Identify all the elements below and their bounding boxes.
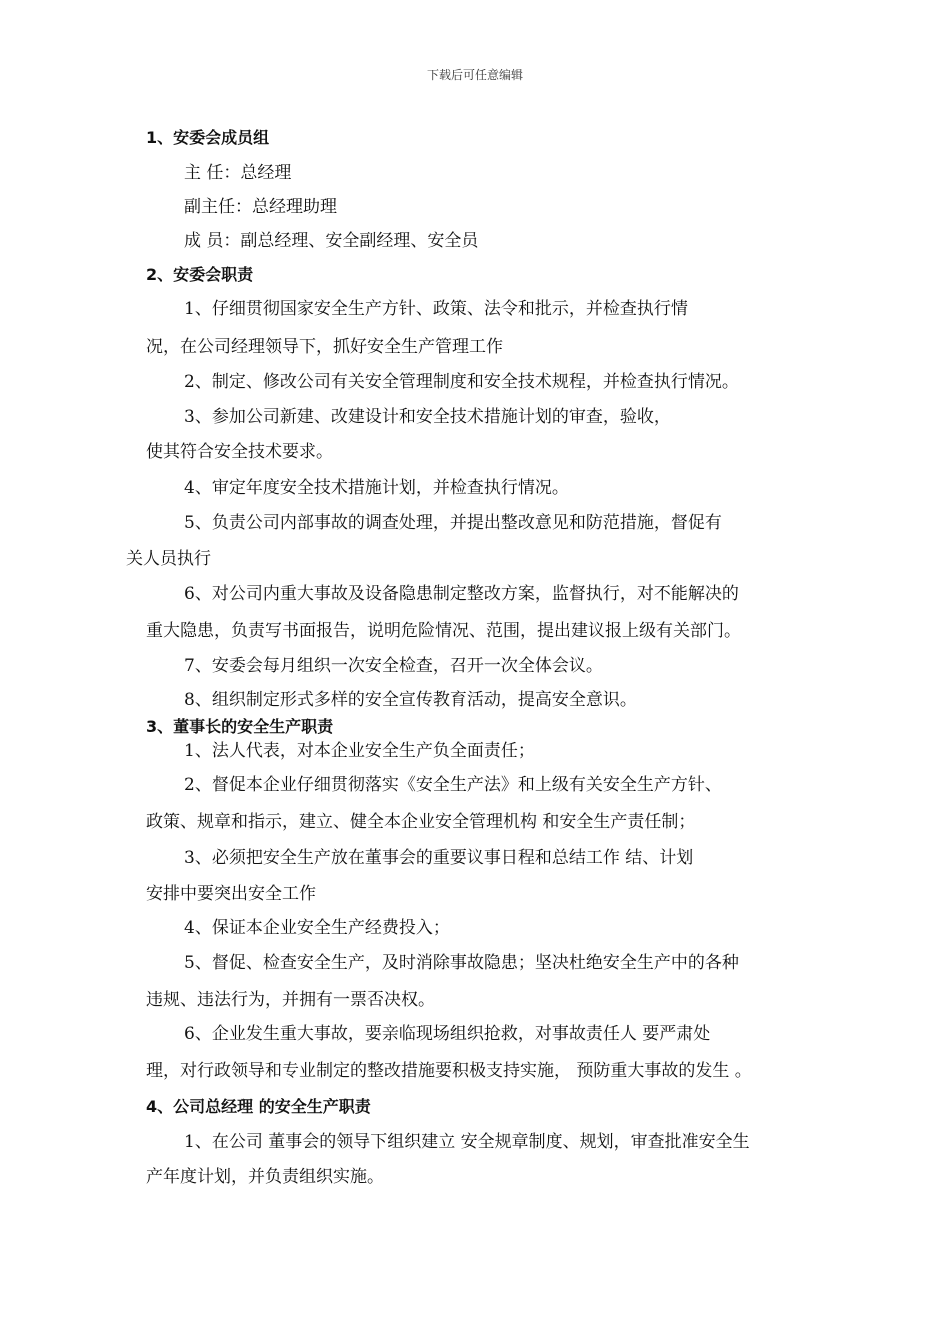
paragraph-line: 5、督促、检查安全生产，及时消除事故隐患；坚决杜绝安全生产中的各种 <box>184 953 739 973</box>
list-item: 成 员：副总经理、安全副经理、安全员 <box>184 231 479 251</box>
paragraph-line: 8、组织制定形式多样的安全宣传教育活动，提高安全意识。 <box>184 690 637 710</box>
paragraph-line: 重大隐患，负责写书面报告，说明危险情况、范围，提出建议报上级有关部门。 <box>146 621 741 641</box>
paragraph-line: 3、必须把安全生产放在董事会的重要议事日程和总结工作 结、计划 <box>184 848 694 868</box>
paragraph-line: 关人员执行 <box>126 549 211 569</box>
paragraph-line: 4、保证本企业安全生产经费投入； <box>184 918 450 938</box>
paragraph-line: 6、企业发生重大事故，要亲临现场组织抢救，对事故责任人 要严肃处 <box>184 1024 711 1044</box>
paragraph-line: 1、在公司 董事会的领导下组织建立 安全规章制度、规划，审查批准安全生 <box>184 1132 750 1152</box>
paragraph-line: 产年度计划，并负责组织实施。 <box>146 1167 384 1187</box>
paragraph-line: 使其符合安全技术要求。 <box>146 442 333 462</box>
heading-chairman-duties: 3、董事长的安全生产职责 <box>146 717 334 736</box>
paragraph-line: 政策、规章和指示，建立、健全本企业安全管理机构 和安全生产责任制； <box>146 812 696 832</box>
heading-safety-committee-duties: 2、安委会职责 <box>146 265 254 284</box>
paragraph-line: 况，在公司经理领导下，抓好安全生产管理工作 <box>146 337 503 357</box>
paragraph-line: 2、制定、修改公司有关安全管理制度和安全技术规程，并检查执行情况。 <box>184 372 739 392</box>
page-header: 下载后可任意编辑 <box>426 68 523 82</box>
list-item: 副主任：总经理助理 <box>184 197 337 217</box>
paragraph-line: 违规、违法行为，并拥有一票否决权。 <box>146 990 435 1010</box>
paragraph-line: 2、督促本企业仔细贯彻落实《安全生产法》和上级有关安全生产方针、 <box>184 775 722 795</box>
paragraph-line: 3、参加公司新建、改建设计和安全技术措施计划的审查，验收， <box>184 407 671 427</box>
paragraph-line: 安排中要突出安全工作 <box>146 884 316 904</box>
heading-general-manager-duties: 4、公司总经理 的安全生产职责 <box>146 1097 371 1116</box>
paragraph-line: 5、负责公司内部事故的调查处理，并提出整改意见和防范措施，督促有 <box>184 513 722 533</box>
paragraph-line: 7、安委会每月组织一次安全检查，召开一次全体会议。 <box>184 656 603 676</box>
paragraph-line: 1、法人代表，对本企业安全生产负全面责任； <box>184 741 535 761</box>
paragraph-line: 1、仔细贯彻国家安全生产方针、政策、法令和批示，并检查执行情 <box>184 299 688 319</box>
heading-safety-committee-members: 1、安委会成员组 <box>146 128 270 147</box>
paragraph-line: 理，对行政领导和专业制定的整改措施要积极支持实施， 预防重大事故的发生 。 <box>146 1061 752 1081</box>
paragraph-line: 6、对公司内重大事故及设备隐患制定整改方案，监督执行，对不能解决的 <box>184 584 739 604</box>
paragraph-line: 4、审定年度安全技术措施计划，并检查执行情况。 <box>184 478 569 498</box>
list-item: 主 任：总经理 <box>184 163 292 183</box>
